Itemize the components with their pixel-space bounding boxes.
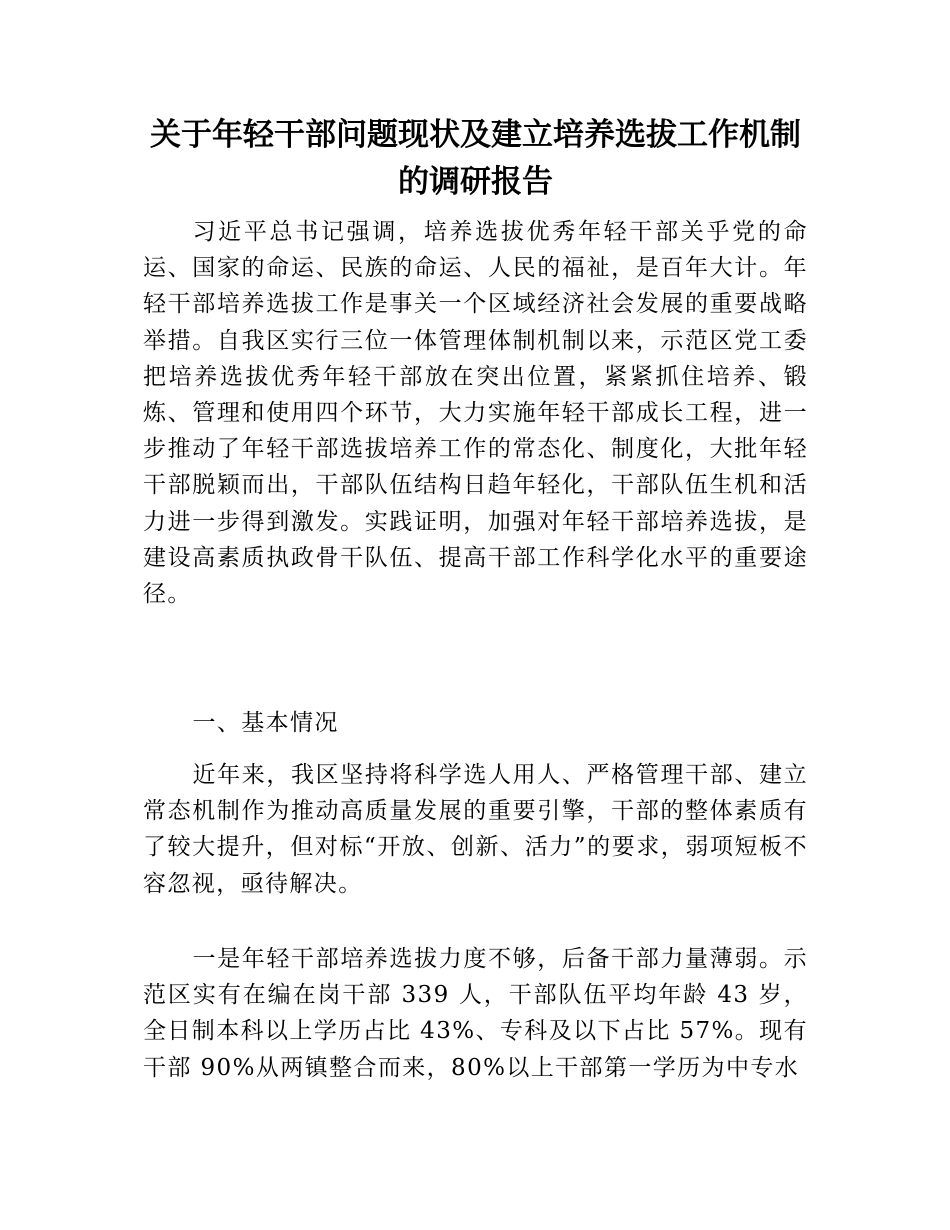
document-title: 关于年轻干部问题现状及建立培养选拔工作机制的调研报告 [150,117,801,200]
overview-paragraph: 近年来，我区坚持将科学选人用人、严格管理干部、建立常态机制作为推动高质量发展的重要引擎，干部的整体素质有了较大提升，但对标“开放、创新、活力”的要求，弱项短板不容忽视，亟待解决。 [143,762,808,897]
intro-paragraph: 习近平总书记强调，培养选拔优秀年轻干部关乎党的命运、国家的命运、民族的命运、人民的福祉，是百年大计。年轻干部培养选拔工作是事关一个区域经济社会发展的重要战略举措。自我区实行三位一体管理体制机制以来，示范区党工委把培养选拔优秀年轻干部放在突出位置，紧紧抓住培养、锻炼、管理和使用四个环节，大力实施年轻干部成长工程，进一步推动了年轻干部选拔培养工作的常态化、制度化，大批年轻干部脱颖而出，干部队伍结构日趋年轻化，干部队伍生机和活力进一步得到激发。实践证明，加强对年轻干部培养选拔，是建设高素质执政骨干队伍、提高干部工作科学化水平的重要途径。 [143,219,808,608]
point-one-paragraph: 一是年轻干部培养选拔力度不够，后备干部力量薄弱。示范区实有在编在岗干部 339 人，干部队伍平均年龄 43 岁，全日制本科以上学历占比 43%、专科及以下占比 57%。现有干部 90%从两镇整合而来，80%以上干部第一学历为中专水 [143,946,808,1081]
section-heading: 一、基本情况 [192,710,339,736]
